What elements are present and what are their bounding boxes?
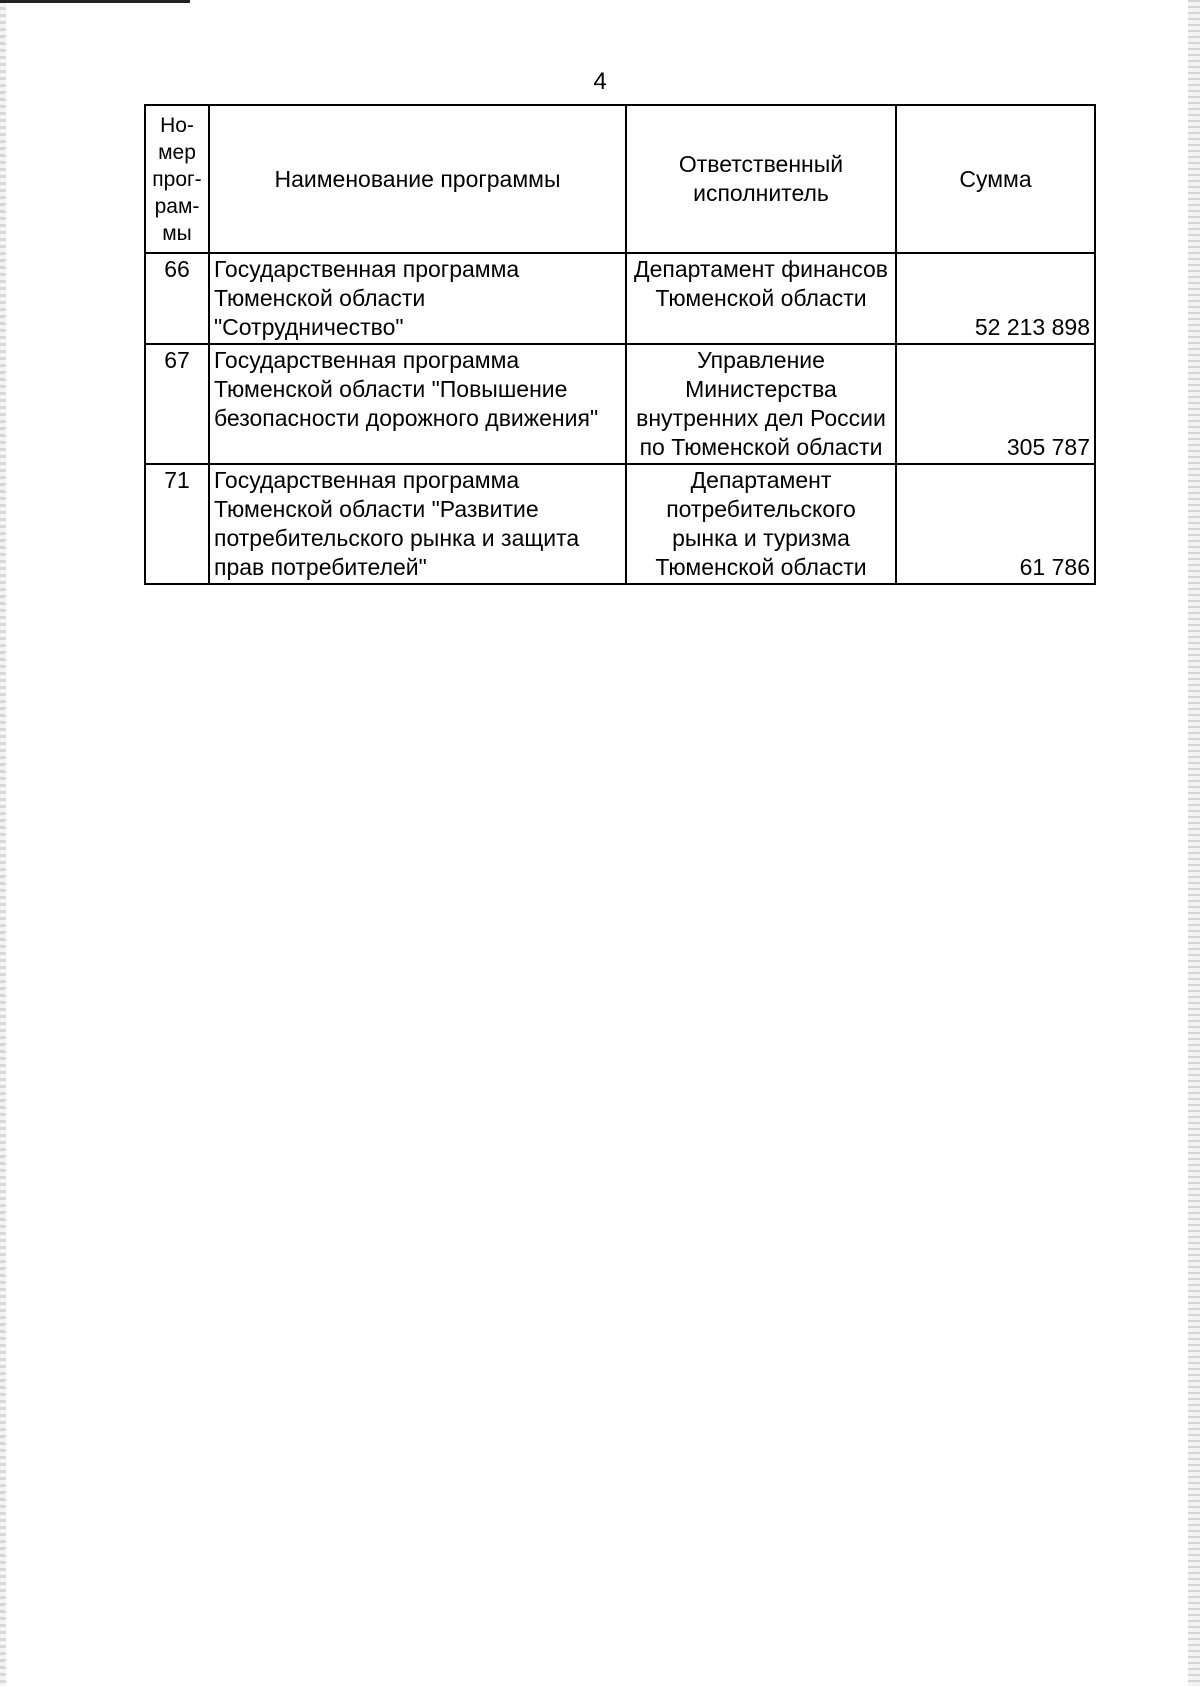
header-responsible-executor: Ответственный исполнитель [626,105,896,253]
header-program-name: Наименование программы [209,105,626,253]
program-number: 71 [145,464,209,584]
table-row [145,253,1095,344]
program-name: Государственная программа Тюменской области "Развитие потребительского рынка и защита прав потребителей" [209,464,626,584]
scan-corner-mark [0,0,190,3]
program-number: 66 [145,253,209,344]
scan-edge-right [1188,0,1200,1686]
scan-edge-left [0,0,6,1686]
program-name: Государственная программа Тюменской области "Повышение безопасности дорожного движения" [209,344,626,464]
program-sum: 52 213 898 [896,253,1095,344]
responsible-executor: Департамент потребительского рынка и туризма Тюменской области [626,464,896,584]
responsible-executor: Управление Министерства внутренних дел России по Тюменской области [626,344,896,464]
header-sum: Сумма [896,105,1095,253]
table-row [145,344,1095,464]
responsible-executor: Департамент финансов Тюменской области [626,253,896,344]
table-row [145,464,1095,584]
program-name: Государственная программа Тюменской области "Сотрудничество" [209,253,626,344]
programs-table [144,104,1096,585]
program-sum: 61 786 [896,464,1095,584]
header-program-number: Но-мер прог-рам-мы [145,105,209,253]
page-number: 4 [593,68,607,95]
table-header-row [145,105,1095,253]
program-number: 67 [145,344,209,464]
program-sum: 305 787 [896,344,1095,464]
